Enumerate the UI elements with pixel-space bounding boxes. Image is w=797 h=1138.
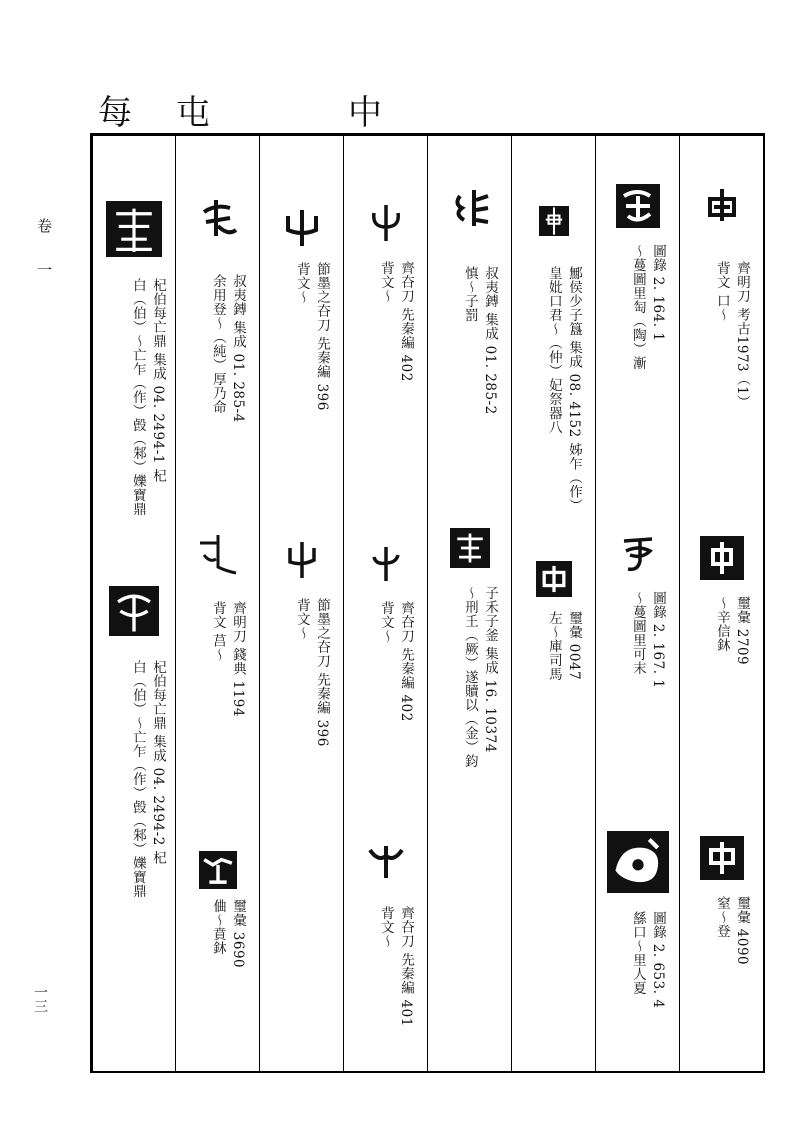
entry-text: 背文～ [377,261,394,303]
page-number: 一三 [32,985,48,1013]
entry-text: 窒～登 [713,896,730,938]
column-2 [595,136,679,1071]
column-3 [511,136,595,1071]
entry-text: 㑋～賁鈢 [209,899,226,955]
entry-text: 背文 口～ [713,261,730,322]
character-glyph-icon [280,538,324,582]
header-char-zhong: 中 [348,93,382,133]
character-glyph-icon [364,201,408,245]
character-seal-icon [607,831,669,893]
entry-source: 圖錄 2. 653. 4 [650,911,666,1009]
character-seal-icon [526,561,582,597]
character-glyph-icon [448,186,492,230]
entry-text: 白（伯）～亡乍（作）㲃（邾）㜰寶鼎 [129,278,146,516]
character-glyph-icon [364,836,408,880]
entry-text: 慎～子罰 [461,266,478,322]
column-5 [343,136,427,1071]
character-seal-icon [616,184,660,228]
entry-source: 齊夻刀 先秦編 402 [398,261,414,382]
entry-source: 齊夻刀 先秦編 402 [398,601,414,722]
character-seal-icon [700,536,744,580]
entry-source: 杞伯每亡鼎 集成 04. 2494-2 杞 [150,660,166,865]
entry-text: ～辛信鈢 [713,596,730,652]
header-char-mei: 每 [98,93,132,133]
entry-source: 鄦侯少子簋 集成 08. 4152 姊乍（作） [566,266,582,513]
character-seal-icon [199,851,237,889]
entry-source: 齊夻刀 先秦編 401 [398,906,414,1027]
column-1 [679,136,763,1071]
entry-source: 杞伯每亡鼎 集成 04. 2494-1 杞 [150,278,166,483]
entry-source: 璽彙 0047 [566,611,582,681]
entry-text: ～刑𡈼（厥）遂贖以（金）鈞 [461,586,478,768]
column-6 [259,136,343,1071]
entry-text: 皇妣口君～（仲）妃祭器八 [545,266,562,434]
entry-text: 背文～ [293,262,310,304]
character-seal-icon [700,836,744,880]
entry-source: 子禾子釜 集成 16. 10374 [482,586,498,753]
character-glyph-icon [196,531,240,575]
entry-source: 圖錄 2. 164. 1 [650,244,666,342]
column-8 [93,136,175,1071]
entry-text: 背文～ [293,598,310,640]
entry-text: 白（伯）～亡乍（作）㲃（邾）㜰寶鼎 [129,660,146,898]
entry-text: ～蔓圖里可末 [629,591,646,675]
entry-source: 齊明刀 考古1973（1） [734,261,750,410]
volume-label: 卷 [35,218,53,233]
character-inscription-icon [539,184,569,258]
entry-text: 背文～ [377,601,394,643]
character-glyph-icon [616,531,660,575]
column-7 [175,136,259,1071]
character-inscription-icon [446,528,494,568]
character-glyph-icon [196,196,240,240]
header-char-tun: 屯 [176,93,210,133]
entry-source: 圖錄 2. 167. 1 [650,591,666,689]
entry-text: 䌛口～里人夏 [629,911,646,995]
character-inscription-icon [106,194,162,264]
entry-text: 背文～ [377,906,394,948]
entry-source: 節墨之夻刀 先秦編 396 [314,598,330,747]
volume-number: 一 [35,262,53,277]
entry-source: 璽彙 4090 [734,896,750,966]
character-glyph-icon [700,181,744,225]
column-4 [427,136,511,1071]
character-glyph-icon [280,204,324,248]
entry-text: 背文 莒～ [209,601,226,662]
entry-text: ～蔓圖里匋（陶）漸 [629,244,646,370]
character-inscription-icon [109,576,159,646]
entry-text: 左～庫司馬 [545,611,562,681]
entry-source: 璽彙 3690 [230,899,246,969]
entry-source: 齊明刀 錢典 1194 [230,601,246,717]
entry-source: 叔夷鎛 集成 01. 285-2 [482,266,498,415]
entry-text: 余用登～（純）厚乃命 [209,274,226,414]
entry-source: 叔夷鎛 集成 01. 285-4 [230,274,246,423]
entry-source: 節墨之夻刀 先秦編 396 [314,262,330,411]
entry-source: 璽彙 2709 [734,596,750,666]
entry-table [90,133,765,1073]
character-glyph-icon [364,541,408,585]
